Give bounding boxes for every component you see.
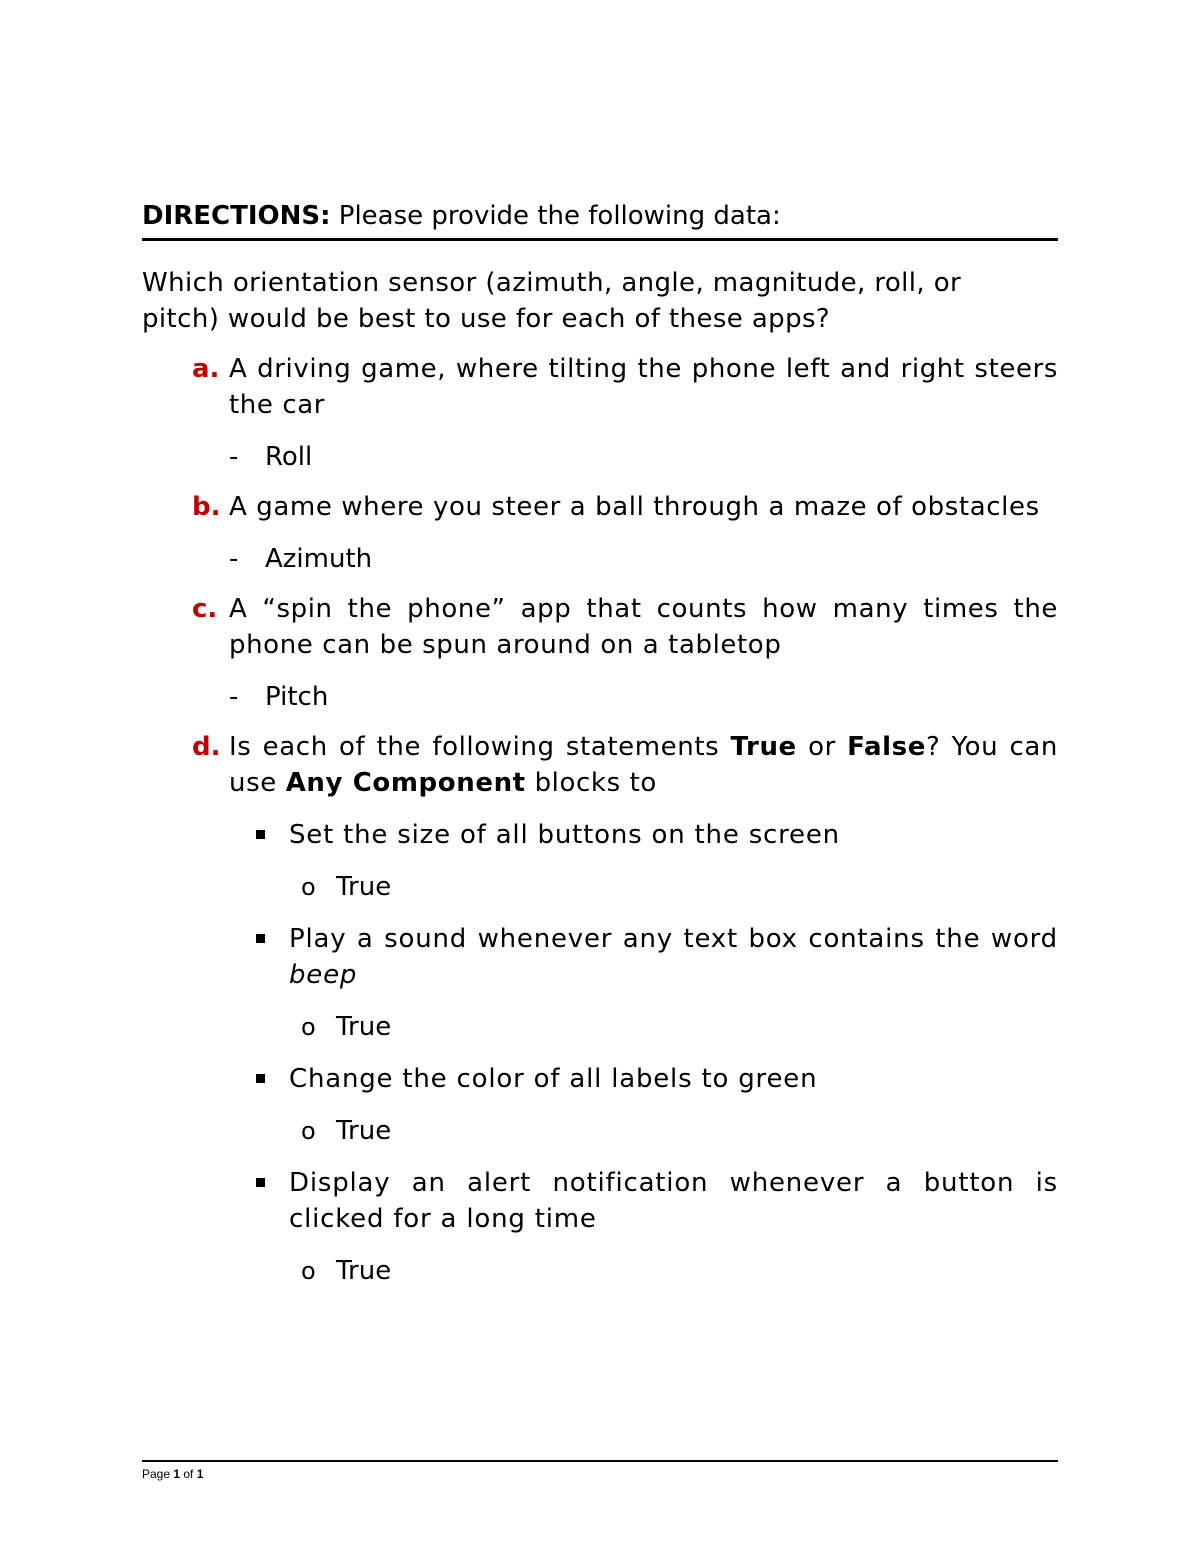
circle-bullet-icon: o — [301, 1013, 316, 1041]
statement-text — [289, 1165, 1058, 1237]
statement-text-italic: beep — [289, 960, 358, 990]
question-item-c — [142, 591, 1058, 715]
item-letter: b. — [192, 492, 221, 522]
statement-answer — [289, 1009, 1058, 1045]
statement-answer-text: True — [336, 1116, 392, 1146]
square-bullet-icon — [256, 934, 265, 943]
circle-bullet-icon: o — [301, 1117, 316, 1145]
item-text-part: or — [796, 732, 848, 762]
statement-answer-text: True — [336, 872, 392, 902]
statement-item — [229, 1061, 1058, 1149]
statement-item — [229, 1165, 1058, 1289]
question-intro: Which orientation sensor (azimuth, angle, magnitude, roll, or pitch) would be best to use for each of these apps? — [142, 268, 962, 334]
statement-text-main: Set the size of all buttons on the screen — [289, 820, 840, 850]
statement-answer — [289, 1253, 1058, 1289]
statement-item — [229, 817, 1058, 905]
directions-text: Please provide the following data: — [330, 201, 781, 231]
document-content — [142, 196, 1058, 1289]
question-list — [142, 351, 1058, 1289]
question-item-a — [142, 351, 1058, 475]
footer-of-label: of — [180, 1467, 197, 1481]
square-bullet-icon — [256, 1074, 265, 1083]
answer-text: Pitch — [265, 682, 329, 712]
statement-item — [229, 921, 1058, 1045]
item-letter: c. — [192, 594, 218, 624]
square-bullet-icon — [256, 830, 265, 839]
answer-text: Roll — [265, 442, 313, 472]
directions-label: DIRECTIONS: — [142, 201, 331, 231]
directions-heading — [142, 196, 1058, 241]
item-answer — [229, 679, 1058, 715]
statement-answer — [289, 1113, 1058, 1149]
item-text — [229, 729, 1058, 801]
dash-marker: - — [229, 682, 239, 712]
item-text: A driving game, where tilting the phone left and right steers the car — [229, 354, 1058, 420]
statement-answer-text: True — [336, 1256, 392, 1286]
false-keyword: False — [847, 732, 926, 762]
dash-marker: - — [229, 442, 239, 472]
footer-page-number: 1 — [173, 1467, 181, 1481]
any-component-keyword: Any Component — [285, 768, 526, 798]
item-answer — [229, 439, 1058, 475]
item-text-part: blocks to — [525, 768, 657, 798]
statement-answer — [289, 869, 1058, 905]
answer-text: Azimuth — [265, 544, 373, 574]
statement-list — [229, 817, 1058, 1289]
item-text-part: ? You can use — [229, 732, 1059, 798]
item-text: A “spin the phone” app that counts how many times the phone can be spun around on a tabletop — [229, 594, 1058, 660]
footer-page-total: 1 — [196, 1467, 204, 1481]
dash-marker: - — [229, 544, 239, 574]
footer-page-label: Page — [142, 1467, 174, 1481]
true-keyword: True — [730, 732, 797, 762]
item-letter: d. — [192, 732, 221, 762]
circle-bullet-icon: o — [301, 873, 316, 901]
statement-text — [289, 817, 1058, 853]
square-bullet-icon — [256, 1178, 265, 1187]
statement-text-main: Change the color of all labels to green — [289, 1064, 818, 1094]
question-item-b — [142, 489, 1058, 577]
statement-answer-text: True — [336, 1012, 392, 1042]
footer-divider — [142, 1460, 1058, 1462]
statement-text — [289, 921, 1058, 993]
circle-bullet-icon: o — [301, 1257, 316, 1285]
page-footer — [142, 1466, 203, 1482]
statement-text — [289, 1061, 1058, 1097]
statement-text-main: Play a sound whenever any text box contains the word — [289, 924, 1058, 954]
statement-text-main: Display an alert notification whenever a button is clicked for a long time — [289, 1168, 1058, 1234]
item-text: A game where you steer a ball through a maze of obstacles — [229, 492, 1040, 522]
question-item-d — [142, 729, 1058, 1289]
item-letter: a. — [192, 354, 220, 384]
item-answer — [229, 541, 1058, 577]
item-text-part: Is each of the following statements — [229, 732, 731, 762]
